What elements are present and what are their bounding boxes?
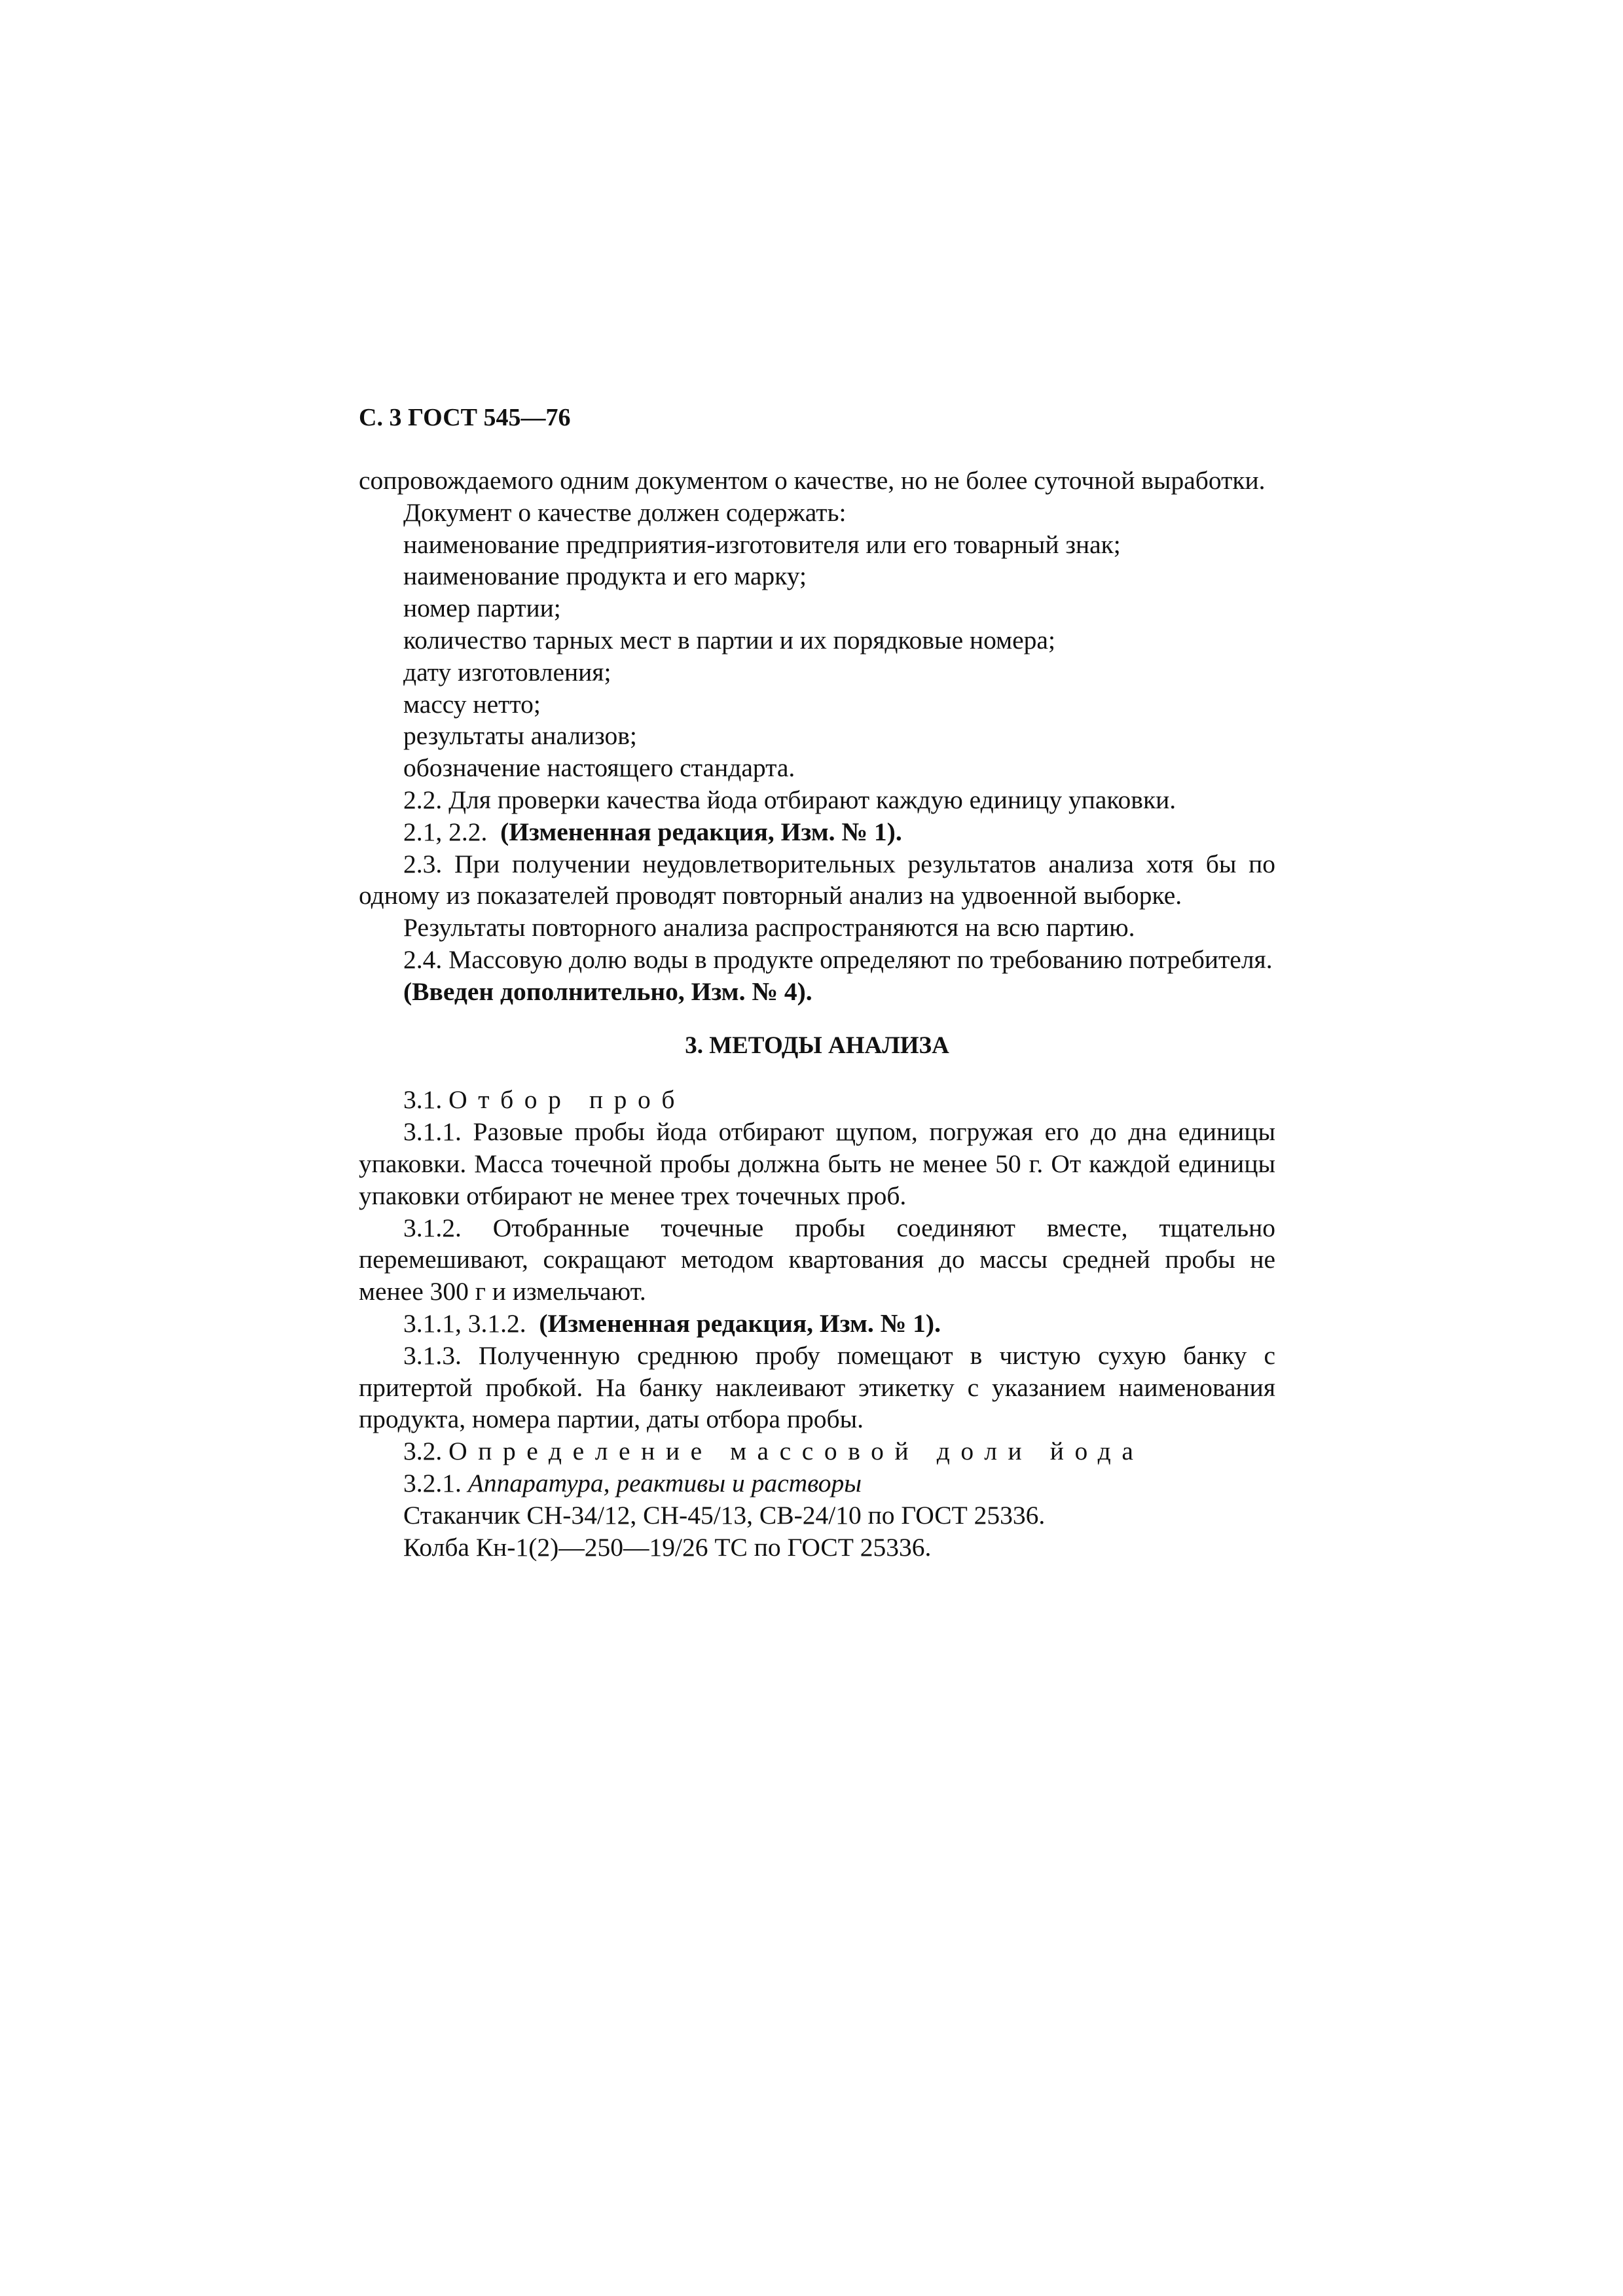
equipment-line: Стаканчик СН-34/12, СН-45/13, СВ-24/10 по ГОСТ 25336. bbox=[403, 1500, 1046, 1530]
document-page bbox=[359, 0, 1275, 2296]
paragraph-quality-document: Документ о качестве должен содержать: bbox=[403, 497, 847, 527]
paragraph-3-1-3: 3.1.3. Полученную среднюю пробу помещают в чистую сухую банку с притертой пробкой. На банку наклеивают этикетку с указанием наименования продукта, номера партии, даты отбора пробы. bbox=[359, 1340, 1275, 1434]
list-item: дату изготовления; bbox=[403, 657, 611, 687]
amendment-note-2 bbox=[359, 976, 1275, 1008]
list-item: наименование предприятия-изготовителя или его товарный знак; bbox=[403, 529, 1121, 559]
body-text bbox=[359, 465, 1275, 1563]
amendment-note-1 bbox=[359, 816, 1275, 848]
amendment-note-prefix: 3.1.1, 3.1.2. bbox=[403, 1308, 526, 1338]
amendment-note-3 bbox=[359, 1308, 1275, 1340]
list-item: обозначение настоящего стандарта. bbox=[403, 753, 795, 783]
subsection-3-2 bbox=[359, 1435, 1275, 1467]
paragraph-2-4: 2.4. Массовую долю воды в продукте определяют по требованию потребителя. bbox=[403, 944, 1273, 974]
paragraph-3-1-1: 3.1.1. Разовые пробы йода отбирают щупом, погружая его до дна единицы упаковки. Масса точечной пробы должна быть не менее 50 г. От каждой единицы упаковки отбирают не менее трех точечных проб. bbox=[359, 1117, 1275, 1210]
paragraph-2-2: 2.2. Для проверки качества йода отбирают каждую единицу упаковки. bbox=[403, 785, 1176, 814]
subsection-number: 3.2. bbox=[403, 1437, 443, 1466]
subsection-number: 3.2.1. bbox=[403, 1468, 462, 1498]
subsection-3-1 bbox=[359, 1084, 1275, 1116]
subsection-title: Определение массовой доли йода bbox=[448, 1437, 1144, 1466]
paragraph-2-3: 2.3. При получении неудовлетворительных результатов анализа хотя бы по одному из показателей проводят повторный анализ на удвоенной выборке. bbox=[359, 849, 1275, 910]
subsection-3-2-1 bbox=[359, 1467, 1275, 1499]
running-head: С. 3 ГОСТ 545—76 bbox=[359, 404, 571, 431]
list-item: номер партии; bbox=[403, 594, 561, 623]
subsection-number: 3.1. bbox=[403, 1085, 443, 1115]
amendment-note-text: (Измененная редакция, Изм. № 1). bbox=[539, 1308, 941, 1338]
list-item: результаты анализов; bbox=[403, 721, 637, 751]
list-item: массу нетто; bbox=[403, 689, 541, 719]
section-heading: 3. МЕТОДЫ АНАЛИЗА bbox=[685, 1031, 949, 1059]
subsection-title: Аппаратура, реактивы и растворы bbox=[467, 1468, 862, 1498]
paragraph-2-3-results: Результаты повторного анализа распространяются на всю партию. bbox=[403, 913, 1135, 942]
paragraph-3-1-2: 3.1.2. Отобранные точечные пробы соединяют вместе, тщательно перемешивают, сокращают методом квартования до массы средней пробы не менее 300 г и измельчают. bbox=[359, 1213, 1275, 1306]
list-item: количество тарных мест в партии и их порядковые номера; bbox=[403, 625, 1055, 655]
paragraph-continuation: сопровождаемого одним документом о качестве, но не более суточной выработки. bbox=[359, 466, 1266, 495]
list-item: наименование продукта и его марку; bbox=[403, 562, 807, 591]
amendment-note-text: (Введен дополнительно, Изм. № 4). bbox=[403, 977, 812, 1006]
subsection-title: Отбор проб bbox=[448, 1085, 686, 1115]
amendment-note-text: (Измененная редакция, Изм. № 1). bbox=[500, 817, 902, 846]
amendment-note-prefix: 2.1, 2.2. bbox=[403, 817, 488, 846]
equipment-line: Колба Кн-1(2)—250—19/26 ТС по ГОСТ 25336. bbox=[403, 1532, 932, 1562]
